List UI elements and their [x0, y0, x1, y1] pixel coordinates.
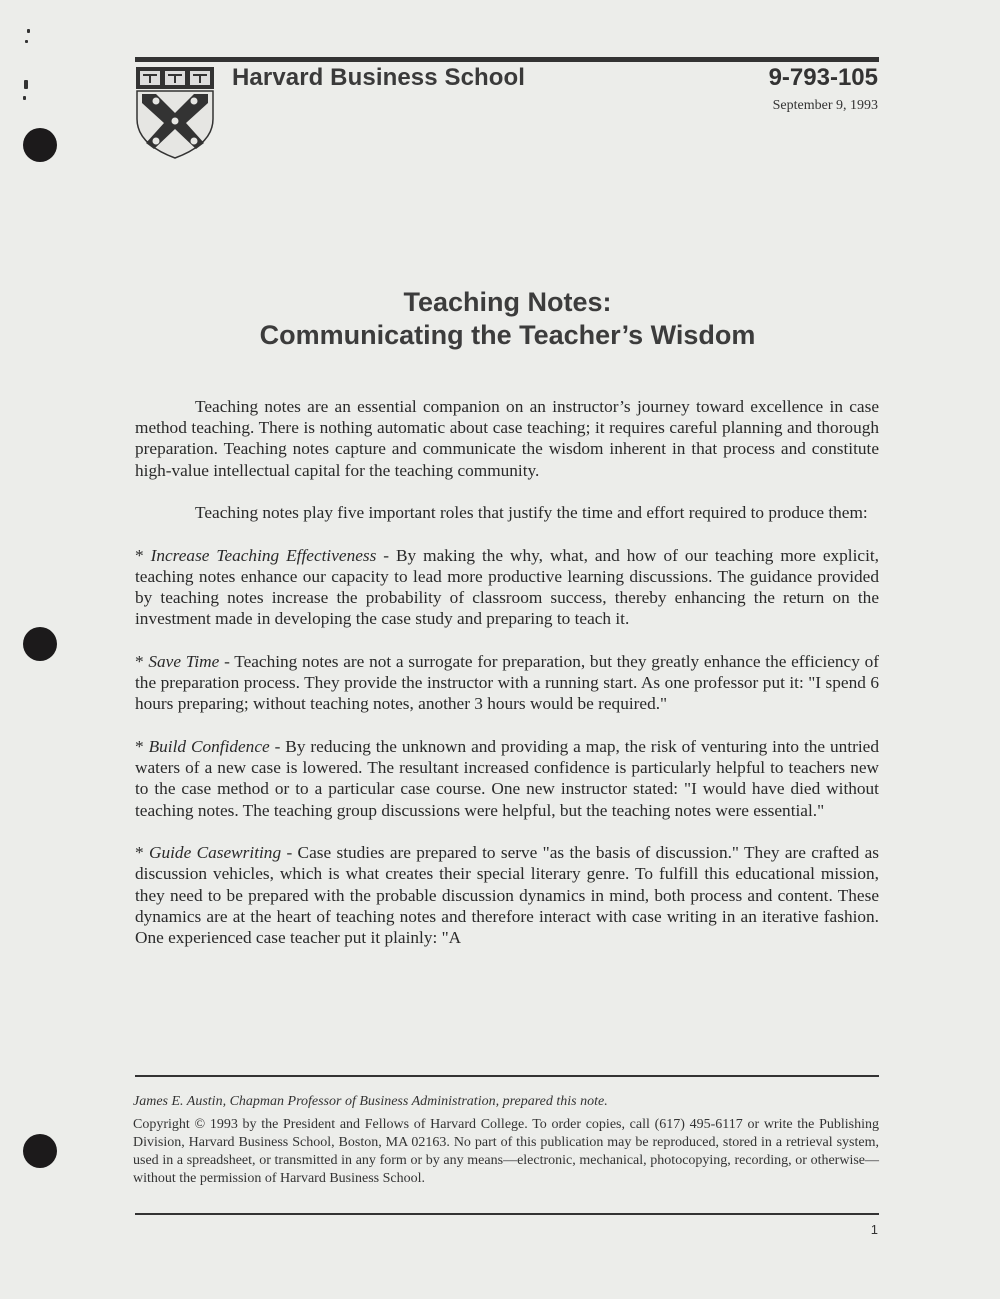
role-name: Increase Teaching Effectiveness	[150, 545, 377, 565]
role-text: - Case studies are prepared to serve "as the basis of discussion." They are crafted as discussion vehicles, which is what creates their special literary genre. To fulfill this educational mission, they need to be prepared with the probable discussion dynamics in mind, both process and content. These dynamics are at the heart of teaching notes and therefore interact with case writing in an iterative fashion. One experienced case teacher put it plainly: "A	[135, 843, 879, 948]
scan-speck	[27, 29, 30, 33]
page-title	[0, 286, 1000, 352]
footer-rule	[135, 1213, 879, 1215]
bullet-asterisk: *	[135, 843, 149, 863]
role-name: Build Confidence	[148, 737, 270, 756]
punch-hole-bottom	[23, 1134, 57, 1168]
document-date: September 9, 1993	[772, 98, 878, 113]
role-text: - Teaching notes are not a surrogate for preparation, but they greatly enhance the efficiency of the preparation process. They provide the instructor with a running start. As one professor put it: "I spend 6 hours preparing; without teaching notes, another 3 hours would be required."	[135, 652, 879, 714]
role-paragraph	[135, 651, 879, 715]
punch-hole-top	[23, 128, 57, 162]
harvard-shield-icon	[136, 67, 214, 159]
bullet-asterisk: *	[135, 737, 149, 756]
scan-speck	[24, 80, 28, 89]
punch-hole-middle	[23, 627, 57, 661]
bullet-asterisk: *	[135, 545, 151, 565]
role-name: Guide Casewriting	[149, 843, 282, 863]
role-paragraph	[135, 736, 879, 821]
document-number: 9-793-105	[768, 64, 878, 91]
institution-name: Harvard Business School	[232, 64, 526, 91]
role-text: - By making the why, what, and how of our teaching more explicit, teaching notes enhance our capacity to lead more productive learning discussions. The guidance provided by teaching notes increase the probability of classroom success, thereby enhancing the return on the investment made in developing the case study and preparing to teach it.	[135, 545, 879, 629]
title-line-1: Teaching Notes:	[403, 287, 612, 317]
scan-speck	[23, 96, 26, 100]
intro-paragraph: Teaching notes are an essential companion on an instructor’s journey toward excellence in case method teaching. There is nothing automatic about case teaching; it requires careful planning and thorough preparation. Teaching notes capture and communicate the wisdom inherent in that process and constitute high-value intellectual capital for the teaching community.	[135, 397, 879, 480]
footnote-rule	[135, 1075, 879, 1077]
role-paragraph	[135, 545, 879, 630]
author-note: James E. Austin, Chapman Professor of Business Administration, prepared this note.	[133, 1094, 608, 1109]
role-name: Save Time	[148, 652, 220, 671]
role-paragraph	[135, 842, 879, 948]
copyright-notice: Copyright © 1993 by the President and Fellows of Harvard College. To order copies, call (617) 495-6117 or write the Publishing Division, Harvard Business School, Boston, MA 02163. No part of this publication may be reproduced, stored in a retrieval system, used in a spreadsheet, or transmitted in any form or by any means—electronic, mechanical, photocopying, recording, or otherwise—without the permission of Harvard Business School.	[133, 1117, 879, 1186]
role-text: - By reducing the unknown and providing a map, the risk of venturing into the untried waters of a new case is lowered. The resultant increased confidence is particularly helpful to teachers new to the case method or to a particular case course. One new instructor stated: "I would have died without teaching notes. The teaching group discussions were helpful, but the teaching notes were essential."	[135, 737, 879, 820]
header-rule	[135, 57, 879, 62]
bullet-asterisk: *	[135, 652, 149, 671]
scan-speck	[25, 40, 28, 43]
title-line-2: Communicating the Teacher’s Wisdom	[259, 320, 756, 350]
page-number: 1	[870, 1222, 878, 1237]
intro-paragraph: Teaching notes play five important roles that justify the time and effort required to produce them:	[195, 503, 868, 523]
document-body	[135, 396, 879, 948]
